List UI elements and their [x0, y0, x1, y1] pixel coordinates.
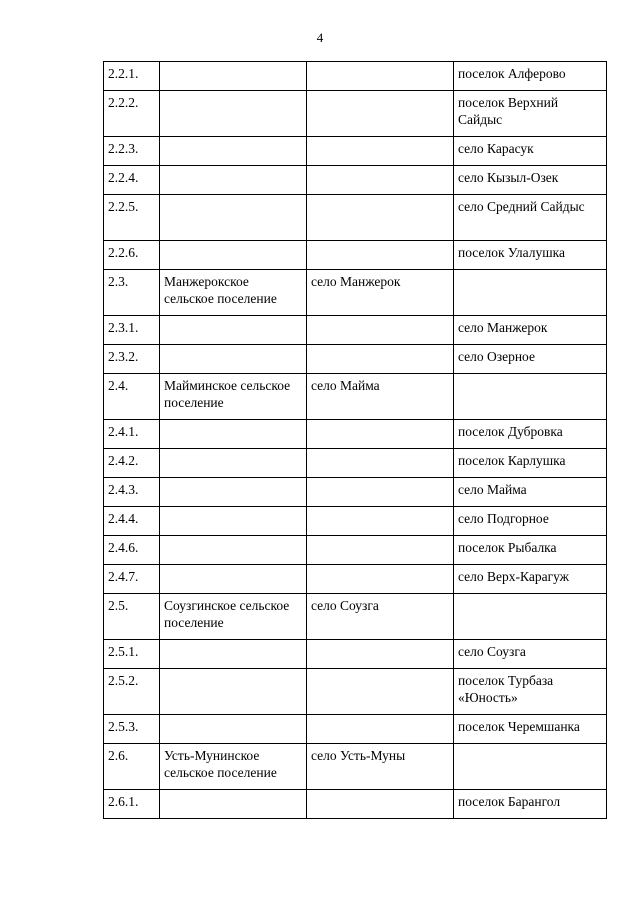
- row-number-cell: 2.4.7.: [104, 565, 160, 594]
- administrative-center-cell: [307, 565, 454, 594]
- municipality-cell: [160, 241, 307, 270]
- municipality-cell: [160, 91, 307, 137]
- row-number-cell: 2.3.1.: [104, 316, 160, 345]
- row-number-cell: 2.6.1.: [104, 790, 160, 819]
- municipality-cell: [160, 536, 307, 565]
- settlement-cell: село Подгорное: [454, 507, 607, 536]
- administrative-center-cell: [307, 195, 454, 241]
- settlement-cell: [454, 744, 607, 790]
- settlement-cell: поселок Барангол: [454, 790, 607, 819]
- table-row: [104, 507, 607, 536]
- administrative-center-cell: [307, 62, 454, 91]
- administrative-center-cell: [307, 137, 454, 166]
- table-row: [104, 195, 607, 241]
- administrative-center-cell: [307, 640, 454, 669]
- row-number-cell: 2.5.: [104, 594, 160, 640]
- municipality-cell: [160, 790, 307, 819]
- municipality-cell: Соузгинское сельское поселение: [160, 594, 307, 640]
- settlement-cell: село Средний Сайдыс: [454, 195, 607, 241]
- municipality-cell: Майминское сельское поселение: [160, 374, 307, 420]
- administrative-center-cell: [307, 420, 454, 449]
- settlement-cell: село Верх-Карагуж: [454, 565, 607, 594]
- settlement-cell: поселок Алферово: [454, 62, 607, 91]
- table-row: [104, 790, 607, 819]
- municipality-cell: [160, 166, 307, 195]
- table-row: [104, 565, 607, 594]
- administrative-center-cell: [307, 790, 454, 819]
- row-number-cell: 2.2.2.: [104, 91, 160, 137]
- settlement-cell: поселок Черемшанка: [454, 715, 607, 744]
- municipality-cell: [160, 345, 307, 374]
- row-number-cell: 2.2.4.: [104, 166, 160, 195]
- settlement-cell: село Майма: [454, 478, 607, 507]
- municipality-cell: [160, 420, 307, 449]
- municipality-cell: [160, 137, 307, 166]
- settlement-cell: поселок Карлушка: [454, 449, 607, 478]
- settlements-table: [103, 61, 607, 819]
- row-number-cell: 2.3.2.: [104, 345, 160, 374]
- municipality-cell: Усть-Мунинское сельское поселение: [160, 744, 307, 790]
- administrative-center-cell: [307, 715, 454, 744]
- table-row: [104, 449, 607, 478]
- table-row: [104, 640, 607, 669]
- municipality-cell: [160, 195, 307, 241]
- administrative-center-cell: [307, 669, 454, 715]
- municipality-cell: [160, 449, 307, 478]
- administrative-center-cell: [307, 166, 454, 195]
- table-row: [104, 316, 607, 345]
- administrative-center-cell: село Соузга: [307, 594, 454, 640]
- administrative-center-cell: [307, 536, 454, 565]
- municipality-cell: [160, 640, 307, 669]
- table-row: [104, 715, 607, 744]
- administrative-center-cell: село Усть-Муны: [307, 744, 454, 790]
- row-number-cell: 2.4.4.: [104, 507, 160, 536]
- settlement-cell: поселок Улалушка: [454, 241, 607, 270]
- table-row: [104, 345, 607, 374]
- administrative-center-cell: [307, 241, 454, 270]
- table-row: [104, 744, 607, 790]
- administrative-center-cell: [307, 507, 454, 536]
- row-number-cell: 2.3.: [104, 270, 160, 316]
- table-row: [104, 669, 607, 715]
- municipality-cell: [160, 507, 307, 536]
- settlement-cell: село Озерное: [454, 345, 607, 374]
- table-row: [104, 62, 607, 91]
- row-number-cell: 2.4.1.: [104, 420, 160, 449]
- settlement-cell: село Карасук: [454, 137, 607, 166]
- settlement-cell: село Соузга: [454, 640, 607, 669]
- row-number-cell: 2.2.5.: [104, 195, 160, 241]
- table-row: [104, 241, 607, 270]
- row-number-cell: 2.2.1.: [104, 62, 160, 91]
- table-row: [104, 420, 607, 449]
- settlement-cell: село Кызыл-Озек: [454, 166, 607, 195]
- row-number-cell: 2.6.: [104, 744, 160, 790]
- municipality-cell: [160, 715, 307, 744]
- row-number-cell: 2.4.3.: [104, 478, 160, 507]
- row-number-cell: 2.4.6.: [104, 536, 160, 565]
- municipality-cell: Манжерокское сельское поселение: [160, 270, 307, 316]
- row-number-cell: 2.4.2.: [104, 449, 160, 478]
- administrative-center-cell: [307, 316, 454, 345]
- municipality-cell: [160, 478, 307, 507]
- table-row: [104, 270, 607, 316]
- administrative-center-cell: [307, 345, 454, 374]
- administrative-center-cell: [307, 478, 454, 507]
- administrative-center-cell: [307, 449, 454, 478]
- settlement-cell: село Манжерок: [454, 316, 607, 345]
- settlement-cell: поселок Турбаза «Юность»: [454, 669, 607, 715]
- settlement-cell: [454, 374, 607, 420]
- table-row: [104, 594, 607, 640]
- row-number-cell: 2.4.: [104, 374, 160, 420]
- settlement-cell: поселок Верхний Сайдыс: [454, 91, 607, 137]
- row-number-cell: 2.5.2.: [104, 669, 160, 715]
- settlement-cell: [454, 594, 607, 640]
- municipality-cell: [160, 669, 307, 715]
- settlement-cell: [454, 270, 607, 316]
- table-row: [104, 166, 607, 195]
- table-row: [104, 478, 607, 507]
- municipality-cell: [160, 316, 307, 345]
- table-row: [104, 536, 607, 565]
- table-row: [104, 374, 607, 420]
- administrative-center-cell: село Майма: [307, 374, 454, 420]
- administrative-center-cell: [307, 91, 454, 137]
- administrative-center-cell: село Манжерок: [307, 270, 454, 316]
- municipality-cell: [160, 565, 307, 594]
- table-row: [104, 91, 607, 137]
- settlement-cell: поселок Рыбалка: [454, 536, 607, 565]
- row-number-cell: 2.2.6.: [104, 241, 160, 270]
- row-number-cell: 2.5.3.: [104, 715, 160, 744]
- settlement-cell: поселок Дубровка: [454, 420, 607, 449]
- table-row: [104, 137, 607, 166]
- page-number: 4: [316, 30, 324, 45]
- municipality-cell: [160, 62, 307, 91]
- row-number-cell: 2.5.1.: [104, 640, 160, 669]
- row-number-cell: 2.2.3.: [104, 137, 160, 166]
